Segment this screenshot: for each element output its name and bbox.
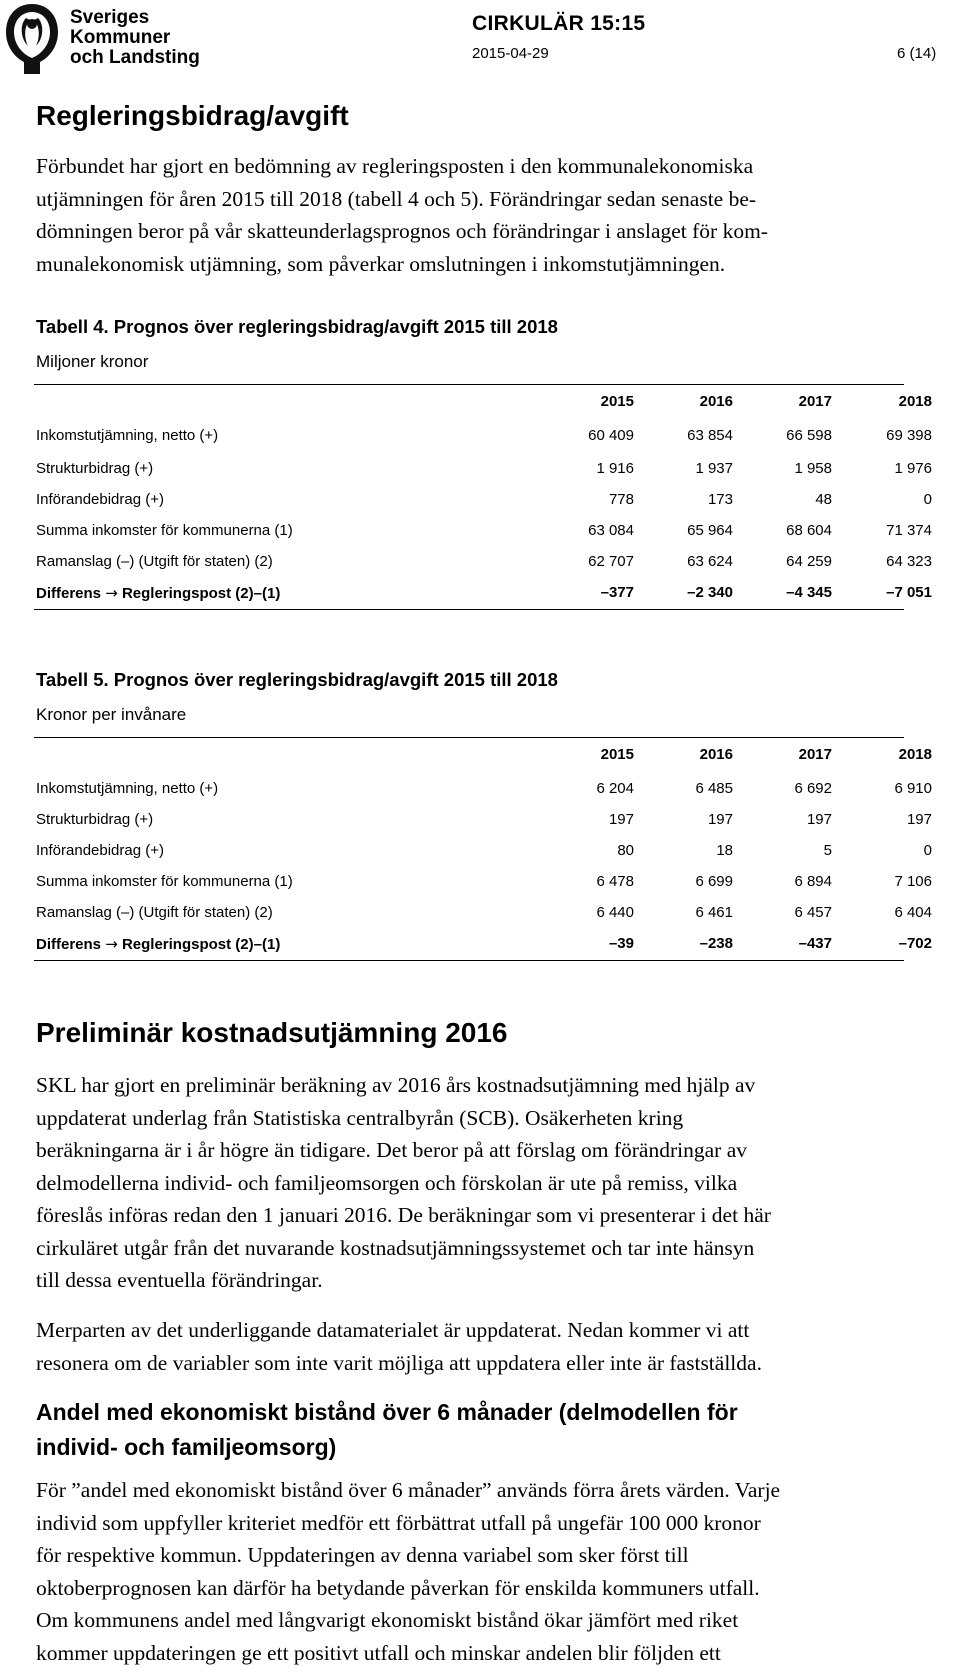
table-caption: Tabell 5. Prognos över regleringsbidrag/avgift 2015 till 2018 — [36, 669, 558, 690]
cell: –238 — [699, 935, 733, 952]
column-header: 2016 — [699, 393, 733, 410]
cell: 66 598 — [786, 427, 832, 444]
table-caption: Tabell 4. Prognos över regleringsbidrag/avgift 2015 till 2018 — [36, 316, 558, 337]
row-label: Införandebidrag (+) — [36, 842, 164, 859]
column-header: 2016 — [699, 746, 733, 763]
arrow-right-icon: → — [105, 935, 118, 953]
logo-line: Kommuner — [70, 27, 171, 48]
cell: 0 — [923, 842, 932, 859]
cell: 197 — [707, 811, 733, 828]
cell: 6 457 — [794, 904, 832, 921]
cell: 6 478 — [596, 873, 634, 890]
text-line: utjämningen för åren 2015 till 2018 (tabell 4 och 5). Förändringar sedan senaste be- — [36, 186, 757, 211]
heading-line: individ- och familjeomsorg) — [36, 1434, 337, 1460]
cell: 64 259 — [786, 553, 832, 570]
body-paragraph — [36, 1474, 956, 1669]
row-label: Införandebidrag (+) — [36, 491, 164, 508]
cell: 18 — [716, 842, 733, 859]
cell: –377 — [600, 584, 634, 601]
cell: 6 894 — [794, 873, 832, 890]
cell: 5 — [823, 842, 832, 859]
column-header: 2018 — [898, 393, 932, 410]
text-line: Förbundet har gjort en bedömning av regleringsposten i den kommunalekonomiska — [36, 154, 754, 178]
cell: 71 374 — [886, 522, 932, 539]
arrow-right-icon: → — [105, 584, 118, 602]
cell: 1 976 — [894, 460, 932, 477]
logo-emblem-icon — [2, 2, 64, 76]
text-line: munalekonomisk utjämning, som påverkar omslutningen i inkomstutjämningen. — [36, 251, 726, 276]
text-line: individ som uppfyller kriteriet medför ett förbättrat utfall på ungefär 100 000 kronor — [36, 1510, 761, 1535]
text-line: Om kommunens andel med långvarigt ekonomiskt bistånd ökar jämfört med riket — [36, 1608, 739, 1632]
column-header: 2017 — [798, 746, 832, 763]
cell: 197 — [806, 811, 832, 828]
cell: 6 699 — [695, 873, 733, 890]
organization-logo — [2, 2, 202, 78]
table-row — [36, 839, 932, 863]
table-rule — [34, 737, 904, 738]
cell: 7 106 — [894, 873, 932, 890]
text-line: kommer uppdateringen ge ett positivt utfall och minskar andelen blir följden ett — [36, 1640, 721, 1665]
page-number: 6 (14) — [897, 45, 937, 62]
row-label: Inkomstutjämning, netto (+) — [36, 427, 219, 444]
table-row — [36, 550, 932, 574]
cell: 63 854 — [687, 427, 733, 444]
text-line: För ”andel med ekonomiskt bistånd över 6 månader” används förra årets värden. Varje — [36, 1478, 781, 1502]
cell: –2 340 — [687, 584, 733, 601]
row-label: Ramanslag (–) (Utgift för staten) (2) — [36, 904, 273, 921]
cell: 1 916 — [596, 460, 634, 477]
row-label: Strukturbidrag (+) — [36, 460, 154, 477]
row-label — [36, 932, 280, 957]
text-line: föreslås införas redan den 1 januari 2016. De beräkningar som vi presenterar i det här — [36, 1203, 771, 1227]
text-line: Merparten av det underliggande datamaterialet är uppdaterat. Nedan kommer vi att — [36, 1318, 750, 1342]
cell: 1 937 — [695, 460, 733, 477]
cell: –702 — [898, 935, 932, 952]
column-header: 2015 — [600, 393, 634, 410]
cell: –437 — [798, 935, 832, 952]
cell: 197 — [906, 811, 932, 828]
cell: 6 440 — [596, 904, 634, 921]
cell: –39 — [608, 935, 634, 952]
logo-line: Sveriges — [70, 7, 150, 28]
logo-line: och Landsting — [70, 47, 200, 68]
table-row — [36, 457, 932, 481]
table-row — [36, 424, 932, 448]
table-row — [36, 870, 932, 894]
table-rule — [34, 609, 904, 610]
cell: 6 692 — [794, 780, 832, 797]
total-label: Differens — [36, 585, 102, 602]
body-paragraph — [36, 1314, 956, 1379]
text-line: oktoberprognosen kan därför ha betydande påverkan för enskilda kommuners utfall. — [36, 1575, 760, 1600]
column-header: 2018 — [898, 746, 932, 763]
cell: 6 461 — [695, 904, 733, 921]
table-rule — [34, 960, 904, 961]
cell: –7 051 — [886, 584, 932, 601]
table-total-row — [36, 932, 932, 956]
column-header: 2015 — [600, 746, 634, 763]
cell: 197 — [608, 811, 634, 828]
cell: 68 604 — [786, 522, 832, 539]
table-unit: Miljoner kronor — [36, 352, 149, 371]
text-line: dömningen beror på vår skatteunderlagsprognos och förändringar i anslaget för kom- — [36, 219, 768, 243]
text-line: uppdaterat underlag från Statistiska centralbyrån (SCB). Osäkerheten kring — [36, 1105, 684, 1130]
text-line: resonera om de variabler som inte varit möjliga att uppdatera eller inte är fastställda. — [36, 1350, 762, 1375]
cell: 173 — [707, 491, 733, 508]
cell: 1 958 — [794, 460, 832, 477]
cell: 6 485 — [695, 780, 733, 797]
total-label-detail: Regleringspost (2)–(1) — [121, 585, 281, 602]
row-label: Ramanslag (–) (Utgift för staten) (2) — [36, 553, 273, 570]
text-line: delmodellerna individ- och familjeomsorgen och förskolan är ute på remiss, vilka — [36, 1170, 738, 1195]
column-header: 2017 — [798, 393, 832, 410]
cell: 63 084 — [588, 522, 634, 539]
cell: 48 — [815, 491, 832, 508]
total-label: Differens — [36, 936, 102, 953]
section-heading: Regleringsbidrag/avgift — [36, 100, 349, 131]
table-header-row — [36, 743, 932, 767]
cell: 63 624 — [687, 553, 733, 570]
total-label-detail: Regleringspost (2)–(1) — [121, 936, 281, 953]
cell: 69 398 — [886, 427, 932, 444]
table-row — [36, 488, 932, 512]
text-line: cirkuläret utgår från det nuvarande kostnadsutjämningssystemet och tar inte hänsyn — [36, 1235, 755, 1260]
cell: 60 409 — [588, 427, 634, 444]
cell: 65 964 — [687, 522, 733, 539]
table-row — [36, 901, 932, 925]
table-row — [36, 519, 932, 543]
text-line: SKL har gjort en preliminär beräkning av 2016 års kostnadsutjämning med hjälp av — [36, 1073, 756, 1097]
row-label: Summa inkomster för kommunerna (1) — [36, 873, 293, 890]
cell: 64 323 — [886, 553, 932, 570]
cell: 6 404 — [894, 904, 932, 921]
body-paragraph — [36, 1069, 956, 1297]
table-rule — [34, 384, 904, 385]
row-label — [36, 581, 280, 606]
cell: 778 — [608, 491, 634, 508]
row-label: Summa inkomster för kommunerna (1) — [36, 522, 293, 539]
cell: 6 910 — [894, 780, 932, 797]
text-line: beräkningarna är i år högre än tidigare. Det beror på att förslag om förändringar av — [36, 1138, 747, 1162]
text-line: för respektive kommun. Uppdateringen av denna variabel som sker först till — [36, 1543, 689, 1567]
text-line: till dessa eventuella förändringar. — [36, 1268, 323, 1292]
document-date: 2015-04-29 — [472, 45, 549, 62]
document-type: CIRKULÄR 15:15 — [472, 12, 646, 35]
table-header-row — [36, 390, 932, 414]
intro-paragraph — [36, 150, 956, 280]
cell: –4 345 — [786, 584, 832, 601]
table-total-row — [36, 581, 932, 605]
table-row — [36, 777, 932, 801]
table-unit: Kronor per invånare — [36, 705, 187, 724]
heading-line: Andel med ekonomiskt bistånd över 6 månader (delmodellen för — [36, 1399, 738, 1425]
row-label: Inkomstutjämning, netto (+) — [36, 780, 219, 797]
cell: 0 — [923, 491, 932, 508]
cell: 62 707 — [588, 553, 634, 570]
table-row — [36, 808, 932, 832]
section-heading: Preliminär kostnadsutjämning 2016 — [36, 1017, 508, 1048]
cell: 6 204 — [596, 780, 634, 797]
subsection-heading — [36, 1395, 916, 1465]
row-label: Strukturbidrag (+) — [36, 811, 154, 828]
cell: 80 — [617, 842, 634, 859]
